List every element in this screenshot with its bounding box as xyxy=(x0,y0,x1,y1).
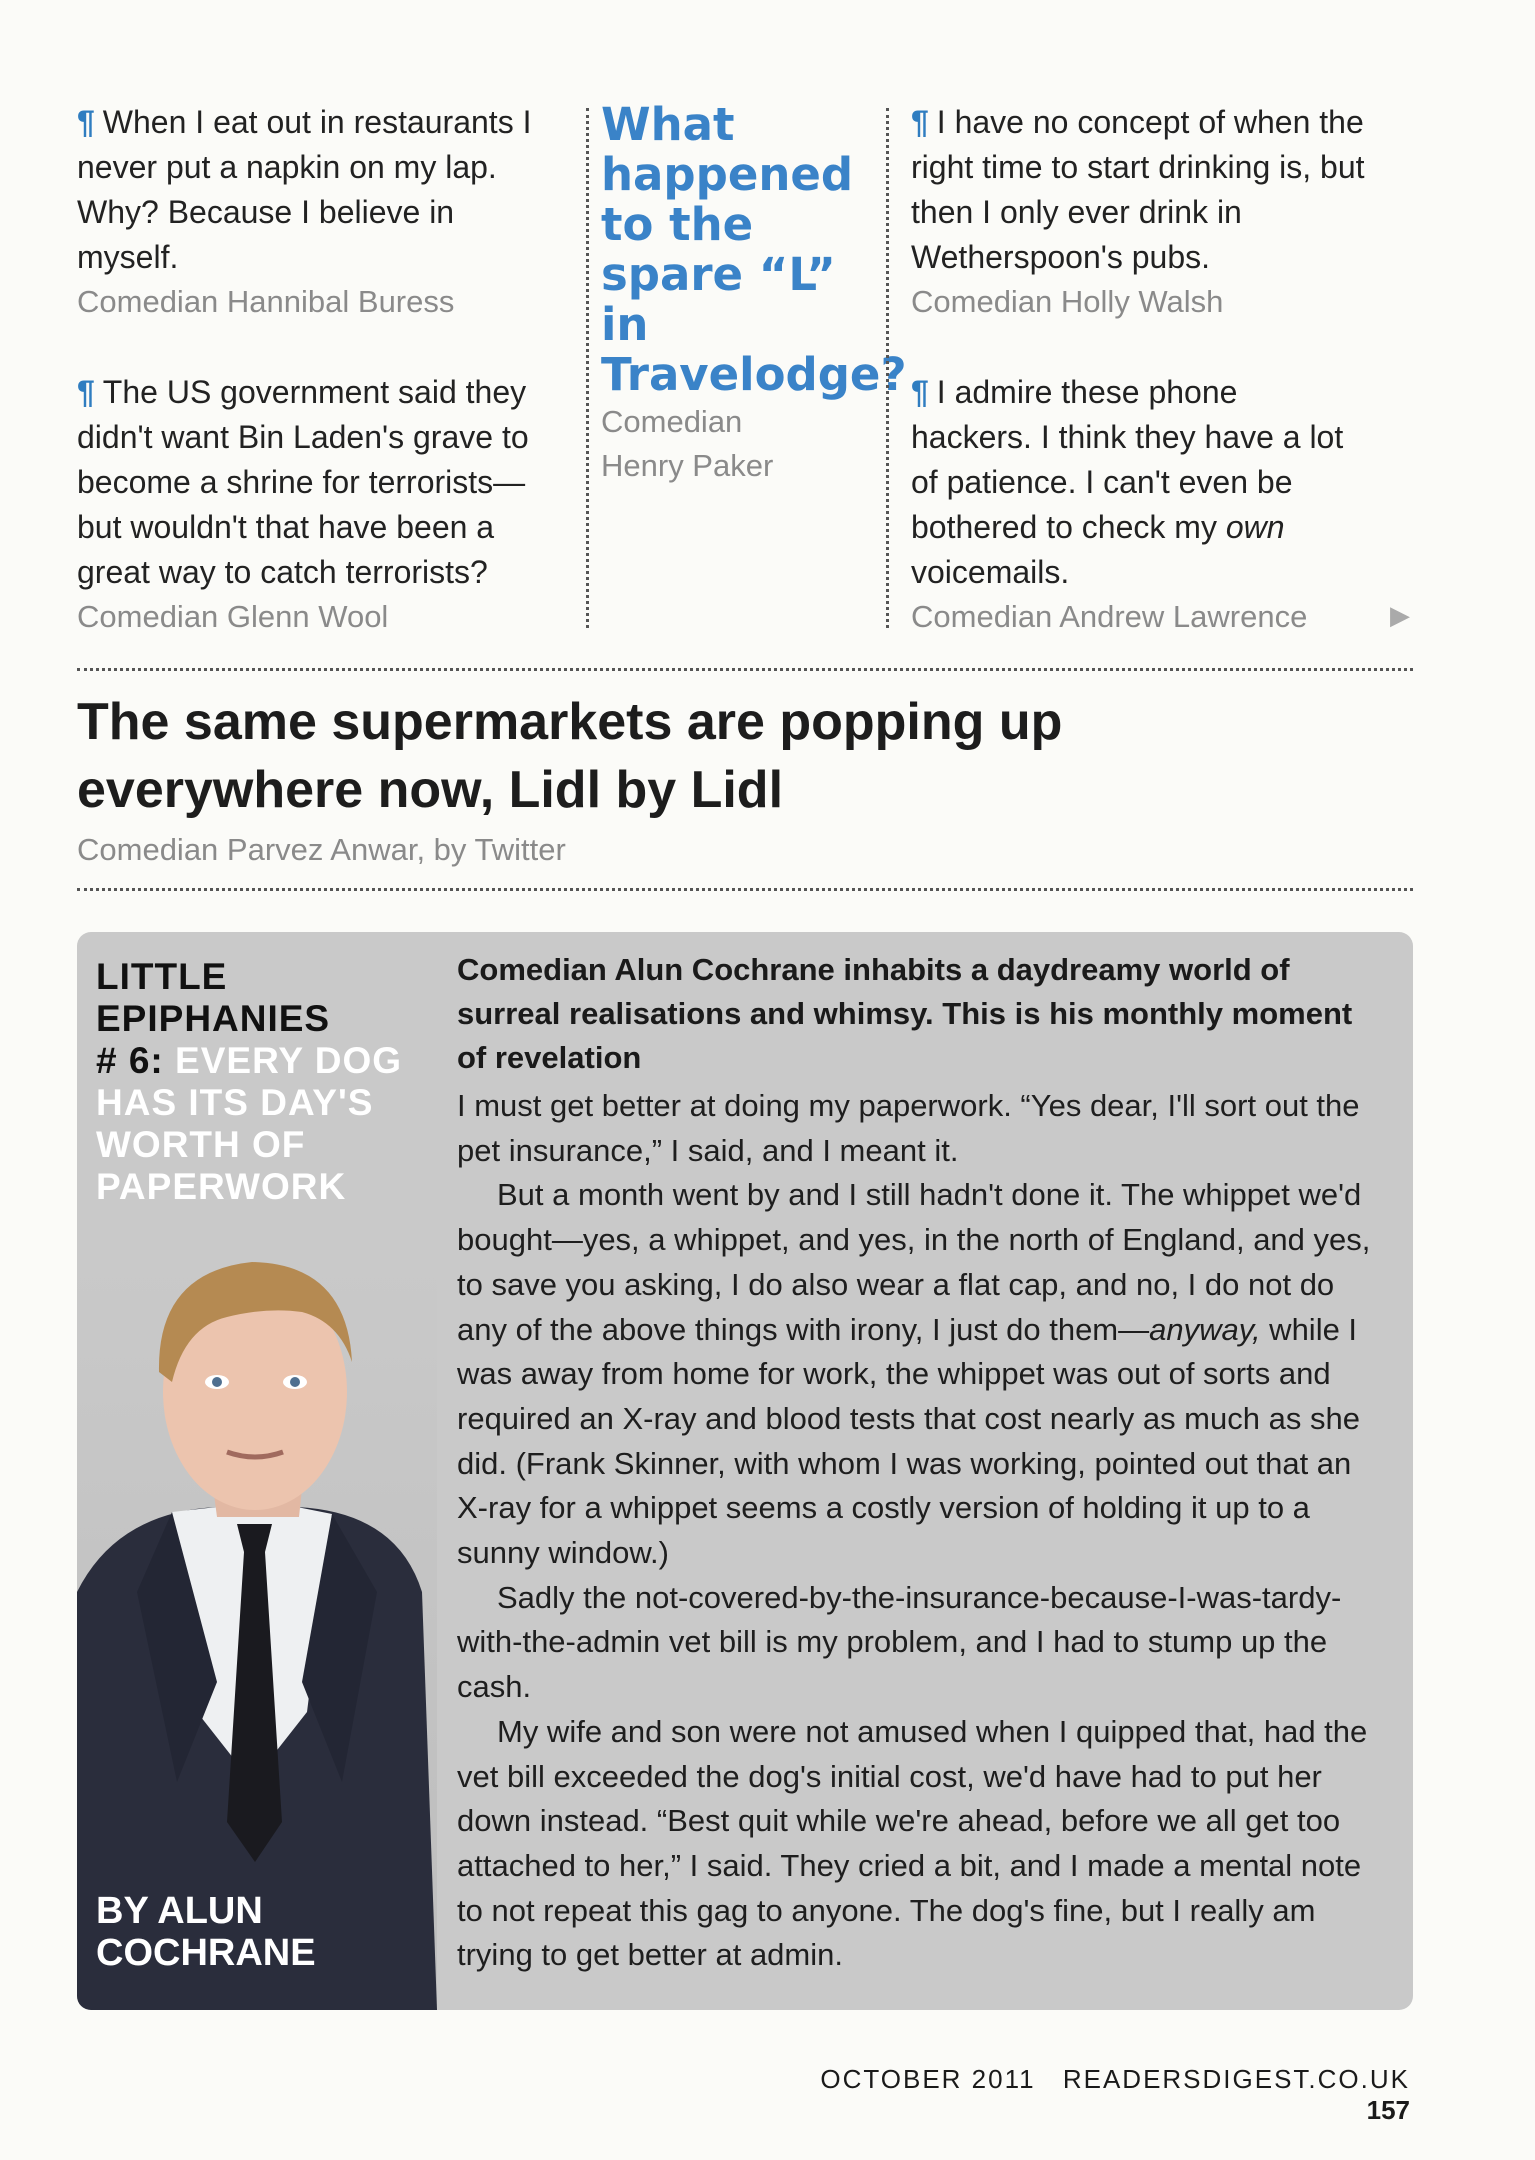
quote-attribution: Comedian Holly Walsh xyxy=(911,284,1224,319)
feature-title-white3: WORTH OF xyxy=(96,1124,306,1165)
body-text: while I was away from home for work, the whippet was out of sorts and required an X-ray and blood tests that cost nearly as much as she did. (Frank Skinner, with whom I was working, pointed out that an X-ray for a whippet seems a costly version of holding it up to a sunny window.) xyxy=(457,1311,1360,1571)
pilcrow-icon: ¶ xyxy=(911,374,929,410)
big-quote-line1: The same supermarkets are popping up xyxy=(77,693,1063,751)
feature-box xyxy=(77,932,1413,2010)
quote-text-before: I admire these phone hackers. I think they have a lot of patience. I can't even be bothered to check my xyxy=(911,374,1344,545)
quote-glenn xyxy=(77,370,567,639)
section-divider xyxy=(77,888,1413,891)
body-paragraph: My wife and son were not amused when I quipped that, had the vet bill exceeded the dog's initial cost, we'd have had to put her down instead. “Best quit while we're ahead, before we all get too attached to her,” I said. They cried a bit, and I made a mental note to not repeat this gag to anyone. The dog's fine, but I really am trying to get better at admin. xyxy=(457,1713,1368,1973)
footer-site: READERSDIGEST.CO.UK xyxy=(1062,2064,1410,2094)
quote-andrew xyxy=(911,370,1351,639)
big-quote-line2: everywhere now, Lidl by Lidl xyxy=(77,761,784,819)
body-paragraph: I must get better at doing my paperwork. “Yes dear, I'll sort out the pet insurance,” I said, and I meant it. xyxy=(457,1088,1360,1168)
feature-title xyxy=(96,956,456,1208)
quote-henry xyxy=(601,98,907,488)
quote-attribution: Comedian Andrew Lawrence xyxy=(911,599,1308,634)
pilcrow-icon: ¶ xyxy=(911,104,929,140)
quote-text: I have no concept of when the right time to start drinking is, but then I only ever drink in Wetherspoon's pubs. xyxy=(911,104,1365,275)
body-text: But a month went by and I still hadn't done it. The whippet we'd bought—yes, a whippet, and yes, in the north of England, and yes, to save you asking, I do also wear a flat cap, and no, I do not do any of the above things with irony, I just do them— xyxy=(457,1177,1371,1347)
quote-attribution: Comedian Hannibal Buress xyxy=(77,284,455,319)
quote-text: When I eat out in restaurants I never put a napkin on my lap. Why? Because I believe in myself. xyxy=(77,104,532,275)
pilcrow-icon: ¶ xyxy=(77,374,95,410)
footer-issue: OCTOBER 2011 xyxy=(820,2064,1036,2094)
page-footer xyxy=(760,2064,1410,2126)
body-text-italic: anyway, xyxy=(1149,1311,1261,1347)
feature-intro: Comedian Alun Cochrane inhabits a daydreamy world of surreal realisations and whimsy. This is his monthly moment of revelation xyxy=(457,952,1353,1075)
pilcrow-icon: ¶ xyxy=(77,104,95,140)
quote-text: The US government said they didn't want Bin Laden's grave to become a shrine for terrorists—but wouldn't that have been a great way to catch terrorists? xyxy=(77,374,529,590)
feature-body xyxy=(457,1084,1387,1978)
quote-attribution-line2: Henry Paker xyxy=(601,448,774,483)
quote-text: What happened to the spare “L” in Travelodge? xyxy=(601,98,907,401)
quote-attribution: Comedian Glenn Wool xyxy=(77,599,389,634)
quote-text-italic: own xyxy=(1225,509,1285,545)
quote-attribution: Comedian Parvez Anwar, by Twitter xyxy=(77,832,566,867)
quote-text-after: voicemails. xyxy=(911,554,1070,590)
feature-title-white1: EVERY DOG xyxy=(175,1040,402,1081)
section-divider xyxy=(77,668,1413,671)
byline-line2: COCHRANE xyxy=(96,1932,316,1974)
feature-title-line1: LITTLE xyxy=(96,956,228,997)
column-divider xyxy=(586,108,589,628)
feature-title-white2: HAS ITS DAY'S xyxy=(96,1082,374,1123)
feature-title-line2: EPIPHANIES xyxy=(96,998,331,1039)
author-byline xyxy=(96,1890,316,1974)
column-divider xyxy=(886,108,889,628)
page-number: 157 xyxy=(1366,2095,1410,2125)
feature-title-white4: PAPERWORK xyxy=(96,1166,347,1207)
body-paragraph: Sadly the not-covered-by-the-insurance-because-I-was-tardy-with-the-admin vet bill is my problem, and I had to stump up the cash. xyxy=(457,1579,1342,1705)
quote-holly xyxy=(911,100,1381,324)
quote-attribution-line1: Comedian xyxy=(601,404,743,439)
byline-line1: BY ALUN xyxy=(96,1890,263,1932)
quote-parvez xyxy=(77,688,1377,872)
body-paragraph xyxy=(457,1173,1387,1575)
feature-title-number: # 6: xyxy=(96,1040,176,1081)
quote-hannibal xyxy=(77,100,557,324)
continue-arrow-icon: ▶ xyxy=(1390,600,1410,630)
